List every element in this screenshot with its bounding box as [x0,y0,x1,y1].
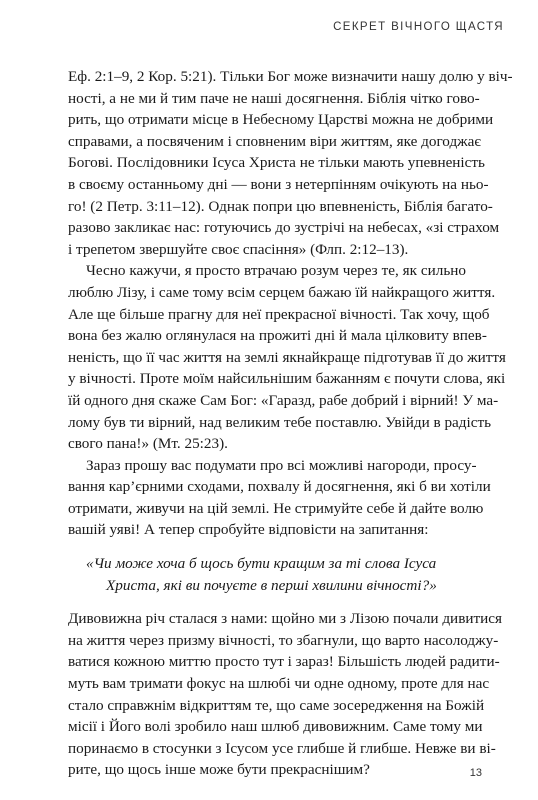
quote-line: Христа, які ви почуєте в перші хвилини вічності?» [106,576,437,594]
text-line: у вічності. Проте моїм найсильнішим бажанням є почути слова, які [68,370,506,388]
text-line: Чесно кажучи, я просто втрачаю розум через те, як сильно [86,262,466,280]
paragraph-3 [68,455,491,541]
block-quote [68,553,446,596]
text-line: Богові. Послідовники Ісуса Христа не тільки мають упевненість [68,154,485,172]
text-line: вона без жалю оглянулася на прожиті дні й мала цілковиту впев- [68,327,487,345]
text-line: лому був ти вірний, над великим тебе поставлю. Увійди в радість [68,413,492,431]
text-line: їй одного дня скаже Сам Бог: «Гаразд, рабе добрий і вірний! У ма- [68,391,499,409]
paragraph-1 [68,66,513,260]
text-line: рить, що отримати місце в Небесному Царстві можна не добрими [68,111,494,129]
text-line: вання кар’єрними сходами, похвалу й досягнення, які б ви хотіли [68,478,491,496]
page-number: 13 [469,767,482,779]
text-line: люблю Лізу, і саме тому всім серцем бажаю їй найкращого життя. [68,283,496,301]
text-line: стало справжнім відкриттям те, що саме зосередження на Божій [68,696,485,714]
text-line: справами, а посвяченим і сповненим віри життям, яке догоджає [68,132,481,150]
text-line: неність, що її час життя на землі якнайкраще підготував її до життя [68,348,506,366]
text-line: отримати, живучи на цій землі. Не стримуйте себе й дайте волю [68,499,484,517]
text-line: Зараз прошу вас подумати про всі можливі нагороди, просу- [86,456,477,474]
text-line: в своєму останньому дні — вони з нетерпінням очікують на ньо- [68,175,489,193]
text-line: поринаємо в стосунки з Ісусом усе глибше й глибше. Невже ви ві- [68,739,496,757]
running-header: СЕКРЕТ ВІЧНОГО ЩАСТЯ [333,21,504,33]
text-line: Але ще більше прагну для неї прекрасної вічності. Так хочу, щоб [68,305,490,323]
text-line: вашій уяві! А тепер спробуйте відповісти на запитання: [68,521,429,539]
text-line: місії і Його волі зробило наш шлюб дивовижним. Саме тому ми [68,718,483,736]
text-line: на життя через призму вічності, то збагнули, що варто насолоджу- [68,631,499,649]
page-body [68,66,513,781]
text-line: ватися кожною миттю просто тут і зараз! Більшість людей радити- [68,653,500,671]
text-line: муть вам тримати фокус на шлюбі чи одне одному, проте для нас [68,675,490,693]
text-line: свого пана!» (Мт. 25:23). [68,435,228,453]
text-line: ності, а не ми й тим паче не наші досягнення. Біблія чітко гово- [68,89,480,107]
text-line: го! (2 Петр. 3:11–12). Однак попри цю впевненість, Біблія багато- [68,197,493,215]
text-line: Еф. 2:1–9, 2 Кор. 5:21). Тільки Бог може визначити нашу долю у віч- [68,68,513,85]
text-line: і трепетом звершуйте своє спасіння» (Флп. 2:12–13). [68,240,409,258]
text-line: рите, що щось інше може бути прекраснішим? [68,761,370,779]
text-line: Дивовижна річ сталася з нами: щойно ми з Лізою почали дивитися [68,610,502,628]
quote-line: «Чи може хоча б щось бути кращим за ті слова Ісуса [86,555,437,573]
paragraph-2 [68,260,506,454]
text-line: разово закликає нас: готуючись до зустрічі на небесах, «зі страхом [68,219,500,237]
